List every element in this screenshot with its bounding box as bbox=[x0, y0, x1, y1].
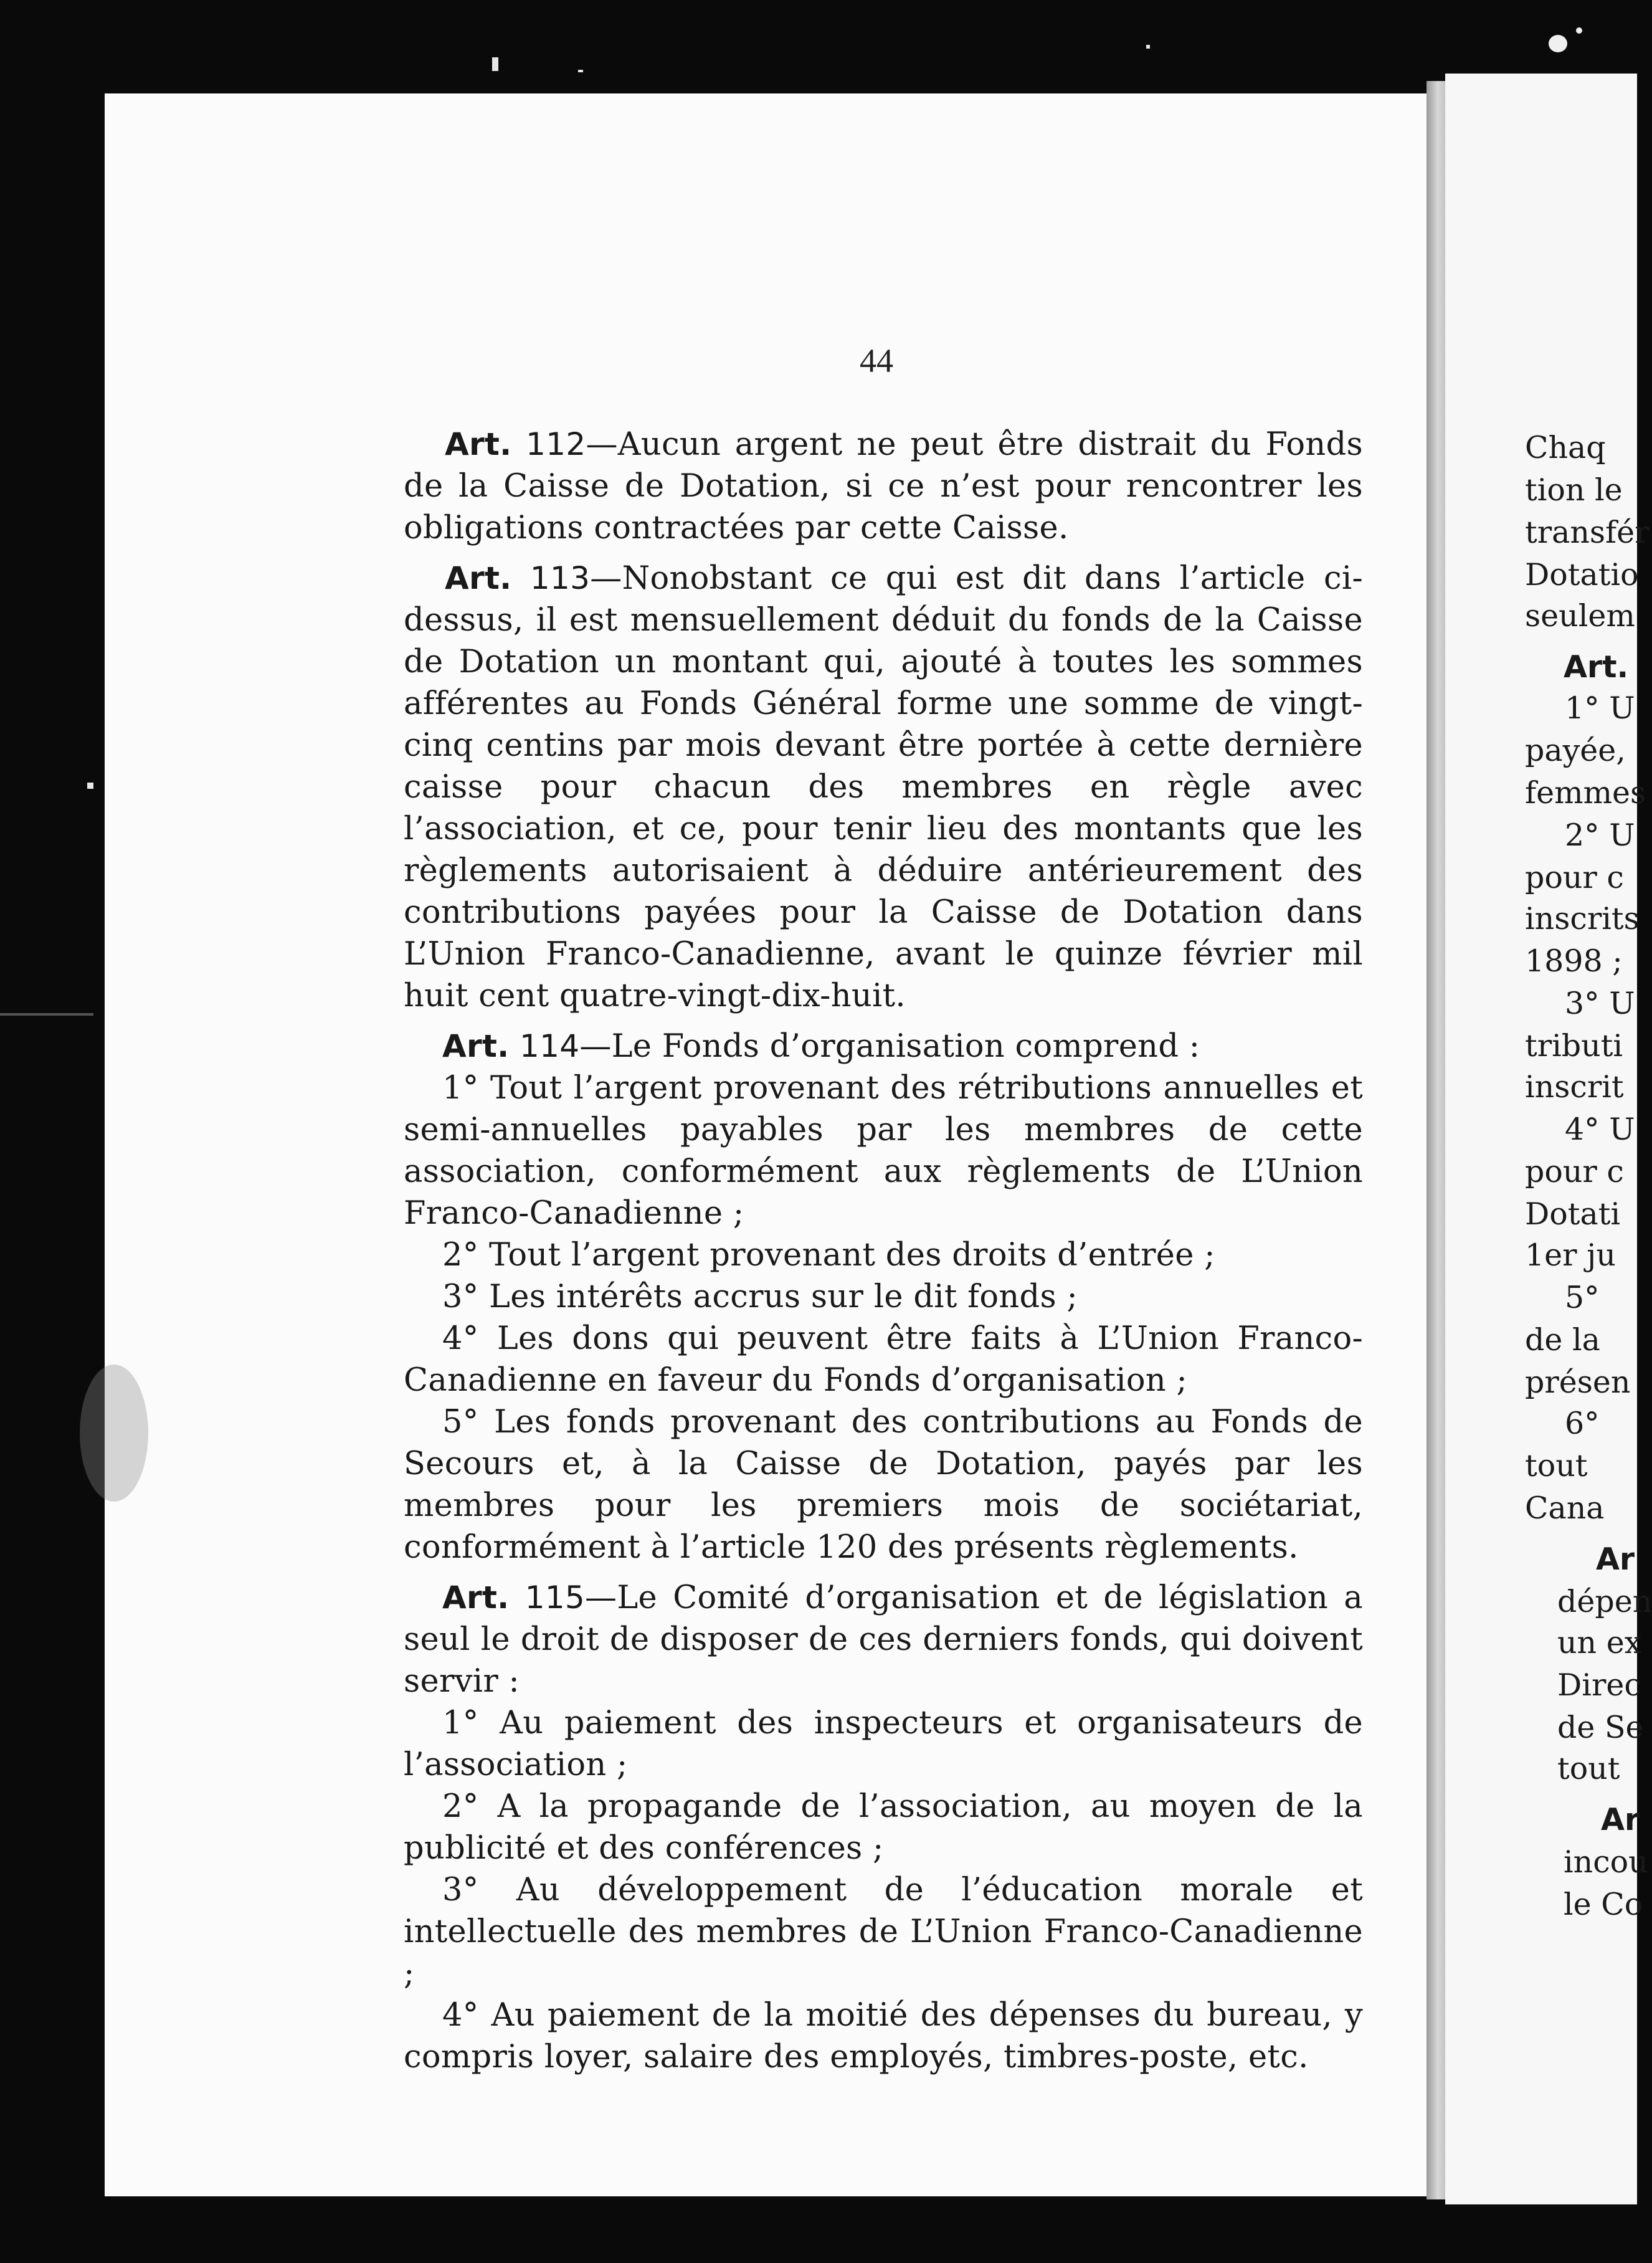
right-page-fragment: 1er ju bbox=[1525, 1237, 1616, 1273]
right-page-fragment: 2° U bbox=[1565, 817, 1635, 853]
article-number: 115 bbox=[525, 1579, 586, 1616]
right-page-fragment: 1° U bbox=[1565, 690, 1635, 726]
scan-artifact-mark bbox=[1146, 45, 1150, 49]
article-number: 112 bbox=[526, 426, 586, 462]
article-label: Art. bbox=[442, 1579, 510, 1616]
article-body: —Le Fonds d’organisation comprend : bbox=[579, 1028, 1200, 1065]
right-page-fragment: de la bbox=[1525, 1322, 1600, 1358]
right-page-fragment: tion le bbox=[1525, 472, 1623, 508]
article-number: 114 bbox=[519, 1028, 580, 1064]
right-page-fragment: payée, bbox=[1525, 733, 1626, 768]
article-114 bbox=[404, 1026, 1363, 1568]
right-page-fragment: 3° U bbox=[1565, 986, 1635, 1021]
right-page-fragment: pour c bbox=[1525, 860, 1624, 895]
right-page-fragment: dépen bbox=[1557, 1584, 1652, 1619]
list-item: 4° Les dons qui peuvent être faits à L’Union Franco-Canadienne en faveur du Fonds d’organisation ; bbox=[404, 1320, 1363, 1399]
right-page-fragment: Dotati bbox=[1525, 1196, 1621, 1232]
scan-artifact-mark bbox=[87, 783, 93, 789]
right-page-fragment: seulem bbox=[1525, 598, 1635, 634]
right-page-fragment: transfér bbox=[1525, 515, 1650, 550]
article-text-block bbox=[404, 424, 1363, 2078]
list-item: 3° Au développement de l’éducation morale et intellectuelle des membres de L’Union Franco-Canadienne ; bbox=[404, 1872, 1363, 1992]
right-page-fragment: présen bbox=[1525, 1365, 1631, 1400]
right-page-fragment: inscrits bbox=[1525, 901, 1640, 936]
article-body: —Le Comité d’organisation et de législation a seul le droit de disposer de ces derniers fonds, qui doivent servir : bbox=[404, 1579, 1363, 1700]
right-page-fragment: de Se bbox=[1557, 1710, 1644, 1745]
list-item: 5° Les fonds provenant des contributions au Fonds de Secours et, à la Caisse de Dotation, payés par les membres pour les premiers mois de sociétariat, conformément à l’article 120 des présents règlements. bbox=[404, 1404, 1363, 1566]
book-gutter bbox=[1427, 81, 1445, 2199]
scan-artifact-mark bbox=[0, 1013, 93, 1016]
right-page-fragment: Art. bbox=[1564, 649, 1629, 685]
article-label: Art. bbox=[442, 1028, 510, 1064]
article-115 bbox=[404, 1577, 1363, 2078]
right-page-fragment: femmes bbox=[1525, 775, 1646, 811]
scan-artifact-mark bbox=[492, 57, 498, 71]
scan-artifact-speck bbox=[1576, 27, 1582, 34]
paragraph-spacer bbox=[404, 1568, 1363, 1577]
list-item: 3° Les intérêts accrus sur le dit fonds ; bbox=[442, 1279, 1078, 1315]
right-page-fragment: tout bbox=[1557, 1751, 1620, 1786]
article-body: —Aucun argent ne peut être distrait du Fonds de la Caisse de Dotation, si ce n’est pour rencontrer les obligations contractées par cette Caisse. bbox=[404, 426, 1363, 546]
article-heading-line bbox=[404, 1577, 1363, 1702]
right-page-fragment: 1898 ; bbox=[1525, 943, 1623, 979]
scan-artifact-speck bbox=[1549, 35, 1567, 52]
right-page-fragment: Cana bbox=[1525, 1490, 1605, 1526]
article-body: —Nonobstant ce qui est dit dans l’article ci-dessus, il est mensuellement déduit du fonds de la Caisse de Dotation un montant qui, ajouté à toutes les sommes afférentes au Fonds Général forme une somme de vingt-cinq centins par mois devant être portée à cette dernière caisse pour chacun des membres en règle avec l’association, et ce, pour tenir lieu des montants que les règlements autorisaient à déduire antérieurement des contributions payées pour la Caisse de Dotation dans L’Union Franco-Canadienne, avant le quinze février mil huit cent quatre-vingt-dix-huit. bbox=[404, 560, 1363, 1014]
list-item: 2° A la propagande de l’association, au moyen de la publicité et des conférences ; bbox=[404, 1788, 1363, 1867]
right-page-fragment: tributi bbox=[1525, 1028, 1623, 1064]
right-page-fragment: incou bbox=[1564, 1844, 1648, 1880]
article-heading-line bbox=[404, 1026, 1363, 1067]
right-page-fragment: Dotatio bbox=[1525, 557, 1639, 593]
article-112 bbox=[404, 424, 1363, 549]
right-page-fragment: un ex bbox=[1557, 1625, 1642, 1660]
right-page-fragment: Ar bbox=[1596, 1541, 1635, 1577]
right-page-fragment: Chaq bbox=[1525, 430, 1606, 465]
list-item: 1° Au paiement des inspecteurs et organisateurs de l’association ; bbox=[404, 1705, 1363, 1783]
right-page-fragment: le Co bbox=[1564, 1887, 1643, 1922]
right-page-fragment: 4° U bbox=[1565, 1112, 1635, 1147]
right-page-fragment: inscrit bbox=[1525, 1069, 1624, 1105]
article-number: 113 bbox=[529, 560, 591, 596]
list-item: 2° Tout l’argent provenant des droits d’entrée ; bbox=[442, 1237, 1215, 1274]
scan-artifact-mark bbox=[578, 70, 583, 72]
article-113 bbox=[404, 558, 1363, 1017]
list-item: 1° Tout l’argent provenant des rétributions annuelles et semi-annuelles payables par les membres de cette association, conformément aux règlements de L’Union Franco-Canadienne ; bbox=[404, 1070, 1363, 1232]
right-page-fragment: 5° bbox=[1565, 1280, 1600, 1315]
scan-smudge bbox=[80, 1365, 148, 1502]
right-page-fragment: Ar bbox=[1601, 1802, 1640, 1837]
right-page-fragment: 6° bbox=[1565, 1406, 1600, 1441]
list-item: 4° Au paiement de la moitié des dépenses du bureau, y compris loyer, salaire des employés, timbres-poste, etc. bbox=[404, 1997, 1363, 2075]
right-page-fragment: Direc bbox=[1557, 1667, 1641, 1703]
right-page-fragment: tout bbox=[1525, 1448, 1588, 1484]
article-label: Art. bbox=[445, 560, 512, 596]
article-label: Art. bbox=[445, 426, 512, 462]
page-number: 44 bbox=[860, 342, 893, 379]
right-page-fragment: pour c bbox=[1525, 1154, 1624, 1189]
